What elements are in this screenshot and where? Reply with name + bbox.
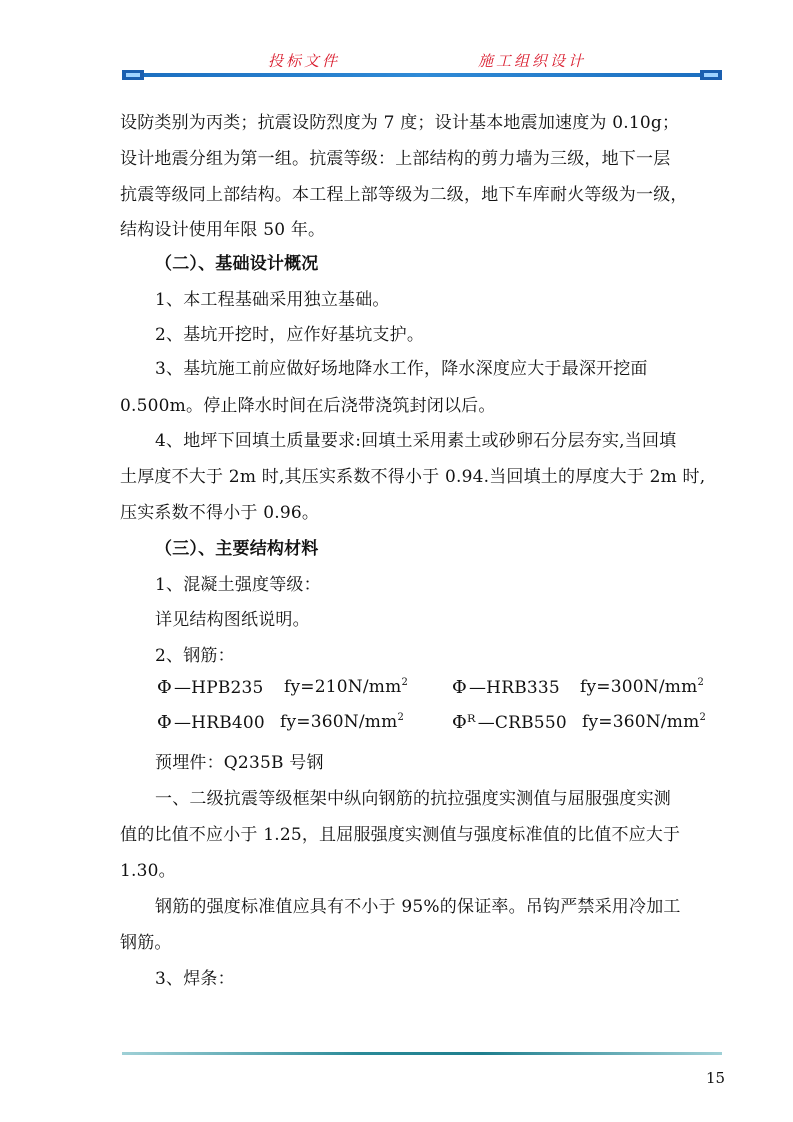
rebar-strength-value: fy=210N/mm	[284, 677, 402, 697]
rebar-hrb400	[157, 712, 265, 733]
page-number: 15	[706, 1069, 726, 1087]
body-line: 土厚度不大于 2m 时,其压实系数不得小于 0.94.当回填土的厚度大于 2m 时,	[120, 467, 706, 487]
rebar-symbol-icon: Φ	[157, 677, 172, 698]
rebar-crb550	[452, 712, 567, 733]
rebar-strength-exp: 2	[697, 677, 704, 688]
rebar-strength	[284, 677, 408, 697]
section-heading-foundation: （二）、基础设计概况	[155, 254, 319, 274]
body-line: 4、地坪下回填土质量要求:回填土采用素土或砂卵石分层夯实,当回填	[155, 431, 677, 451]
body-line: 结构设计使用年限 50 年。	[120, 220, 326, 240]
body-line: 设防类别为丙类；抗震设防烈度为 7 度；设计基本地震加速度为 0.10g；	[120, 113, 680, 133]
rebar-strength-exp: 2	[401, 677, 408, 688]
body-line: 1.30。	[120, 861, 176, 881]
header-left-title: 投标文件	[268, 52, 341, 70]
rebar-grade: —HRB400	[173, 713, 265, 733]
rebar-strength-value: fy=300N/mm	[580, 677, 698, 697]
rebar-grade: —HRB335	[468, 678, 560, 698]
rebar-strength	[580, 677, 704, 697]
section-heading-materials: （三）、主要结构材料	[155, 539, 319, 559]
body-line: 设计地震分组为第一组。抗震等级：上部结构的剪力墙为三级，地下一层	[120, 149, 671, 169]
rebar-strength	[582, 712, 706, 732]
body-line: 2、基坑开挖时，应作好基坑支护。	[155, 325, 425, 345]
rebar-grade: —CRB550	[477, 713, 567, 733]
rebar-symbol-icon: Φᴿ	[452, 712, 476, 733]
header-decorative-rule	[122, 70, 722, 80]
body-line: 3、焊条：	[155, 969, 235, 989]
body-line: 钢筋。	[120, 933, 172, 953]
rebar-strength-exp: 2	[699, 712, 706, 723]
body-line: 0.500m。停止降水时间在后浇带浇筑封闭以后。	[120, 396, 496, 416]
footer-rule	[122, 1052, 722, 1055]
body-line: 压实系数不得小于 0.96。	[120, 503, 320, 523]
header-right-title: 施工组织设计	[478, 52, 587, 70]
body-line: 1、混凝土强度等级：	[155, 575, 321, 595]
rebar-hpb235	[157, 677, 264, 698]
body-line: 预埋件：Q235B 号钢	[155, 753, 324, 773]
body-line: 详见结构图纸说明。	[155, 610, 310, 630]
rebar-symbol-icon: Φ	[157, 712, 172, 733]
rebar-strength-value: fy=360N/mm	[280, 712, 398, 732]
rebar-strength-exp: 2	[397, 712, 404, 723]
rebar-symbol-icon: Φ	[452, 677, 467, 698]
rebar-strength	[280, 712, 404, 732]
body-line: 一、二级抗震等级框架中纵向钢筋的抗拉强度实测值与屈服强度实测	[155, 789, 671, 809]
body-line: 2、钢筋：	[155, 646, 235, 666]
body-line: 抗震等级同上部结构。本工程上部等级为二级，地下车库耐火等级为一级，	[120, 185, 688, 205]
rebar-strength-value: fy=360N/mm	[582, 712, 700, 732]
body-line: 3、基坑施工前应做好场地降水工作，降水深度应大于最深开挖面	[155, 359, 648, 379]
body-line: 值的比值不应小于 1.25，且屈服强度实测值与强度标准值的比值不应大于	[120, 825, 681, 845]
body-line: 钢筋的强度标准值应具有不小于 95%的保证率。吊钩严禁采用冷加工	[155, 897, 681, 917]
rebar-grade: —HPB235	[173, 678, 264, 698]
body-line: 1、本工程基础采用独立基础。	[155, 290, 390, 310]
rebar-hrb335	[452, 677, 560, 698]
